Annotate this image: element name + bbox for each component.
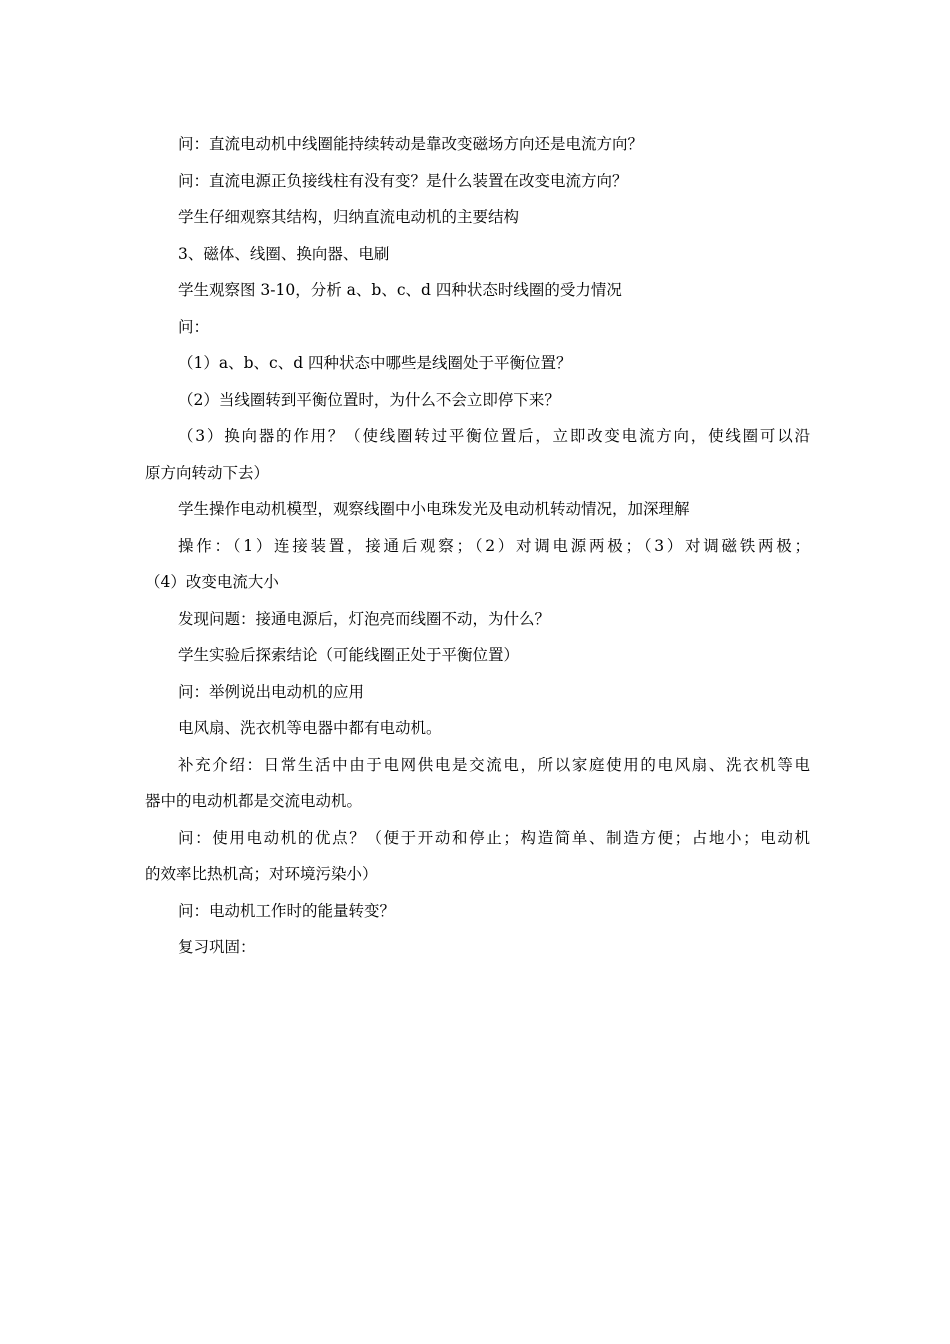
paragraph-line: （3）换向器的作用？（使线圈转过平衡位置后，立即改变电流方向，使线圈可以沿 <box>178 427 810 445</box>
paragraph-line: 学生实验后探索结论（可能线圈正处于平衡位置） <box>178 646 520 664</box>
paragraph-line-continued: 器中的电动机都是交流电动机。 <box>145 792 363 810</box>
paragraph-line: 问：直流电动机中线圈能持续转动是靠改变磁场方向还是电流方向？ <box>178 135 644 153</box>
paragraph-line: 学生观察图 3-10，分析 a、b、c、d 四种状态时线圈的受力情况 <box>178 281 622 299</box>
document-body <box>145 126 810 966</box>
paragraph-line: 问：直流电源正负接线柱有没有变？是什么装置在改变电流方向？ <box>178 171 628 190</box>
paragraph-line-continued: 的效率比热机高；对环境污染小） <box>145 865 378 883</box>
paragraph-line: 操作：（1）连接装置，接通后观察；（2）对调电源两极；（3）对调磁铁两极； <box>178 536 810 555</box>
paragraph-line-continued: （4）改变电流大小 <box>145 573 279 591</box>
paragraph-line: 发现问题：接通电源后，灯泡亮而线圈不动，为什么？ <box>178 609 551 628</box>
paragraph-line: 问： <box>178 317 210 336</box>
paragraph-line: 学生仔细观察其结构，归纳直流电动机的主要结构 <box>178 208 520 226</box>
paragraph-line: 补充介绍：日常生活中由于电网供电是交流电，所以家庭使用的电风扇、洗衣机等电 <box>178 755 810 774</box>
paragraph-line-continued: 原方向转动下去） <box>145 463 270 482</box>
paragraph-line: 学生操作电动机模型，观察线圈中小电珠发光及电动机转动情况，加深理解 <box>178 500 690 518</box>
paragraph-line: 复习巩固： <box>178 938 256 956</box>
paragraph-line: （2）当线圈转到平衡位置时，为什么不会立即停下来？ <box>178 390 560 409</box>
paragraph-line: （1）a、b、c、d 四种状态中哪些是线圈处于平衡位置？ <box>178 354 572 372</box>
paragraph-line: 电风扇、洗衣机等电器中都有电动机。 <box>178 719 442 737</box>
paragraph-line: 问：使用电动机的优点？（便于开动和停止；构造简单、制造方便；占地小；电动机 <box>178 828 810 847</box>
paragraph-line: 问：举例说出电动机的应用 <box>178 682 365 701</box>
paragraph-line: 问：电动机工作时的能量转变？ <box>178 901 396 920</box>
paragraph-line: 3、磁体、线圈、换向器、电刷 <box>178 244 390 263</box>
